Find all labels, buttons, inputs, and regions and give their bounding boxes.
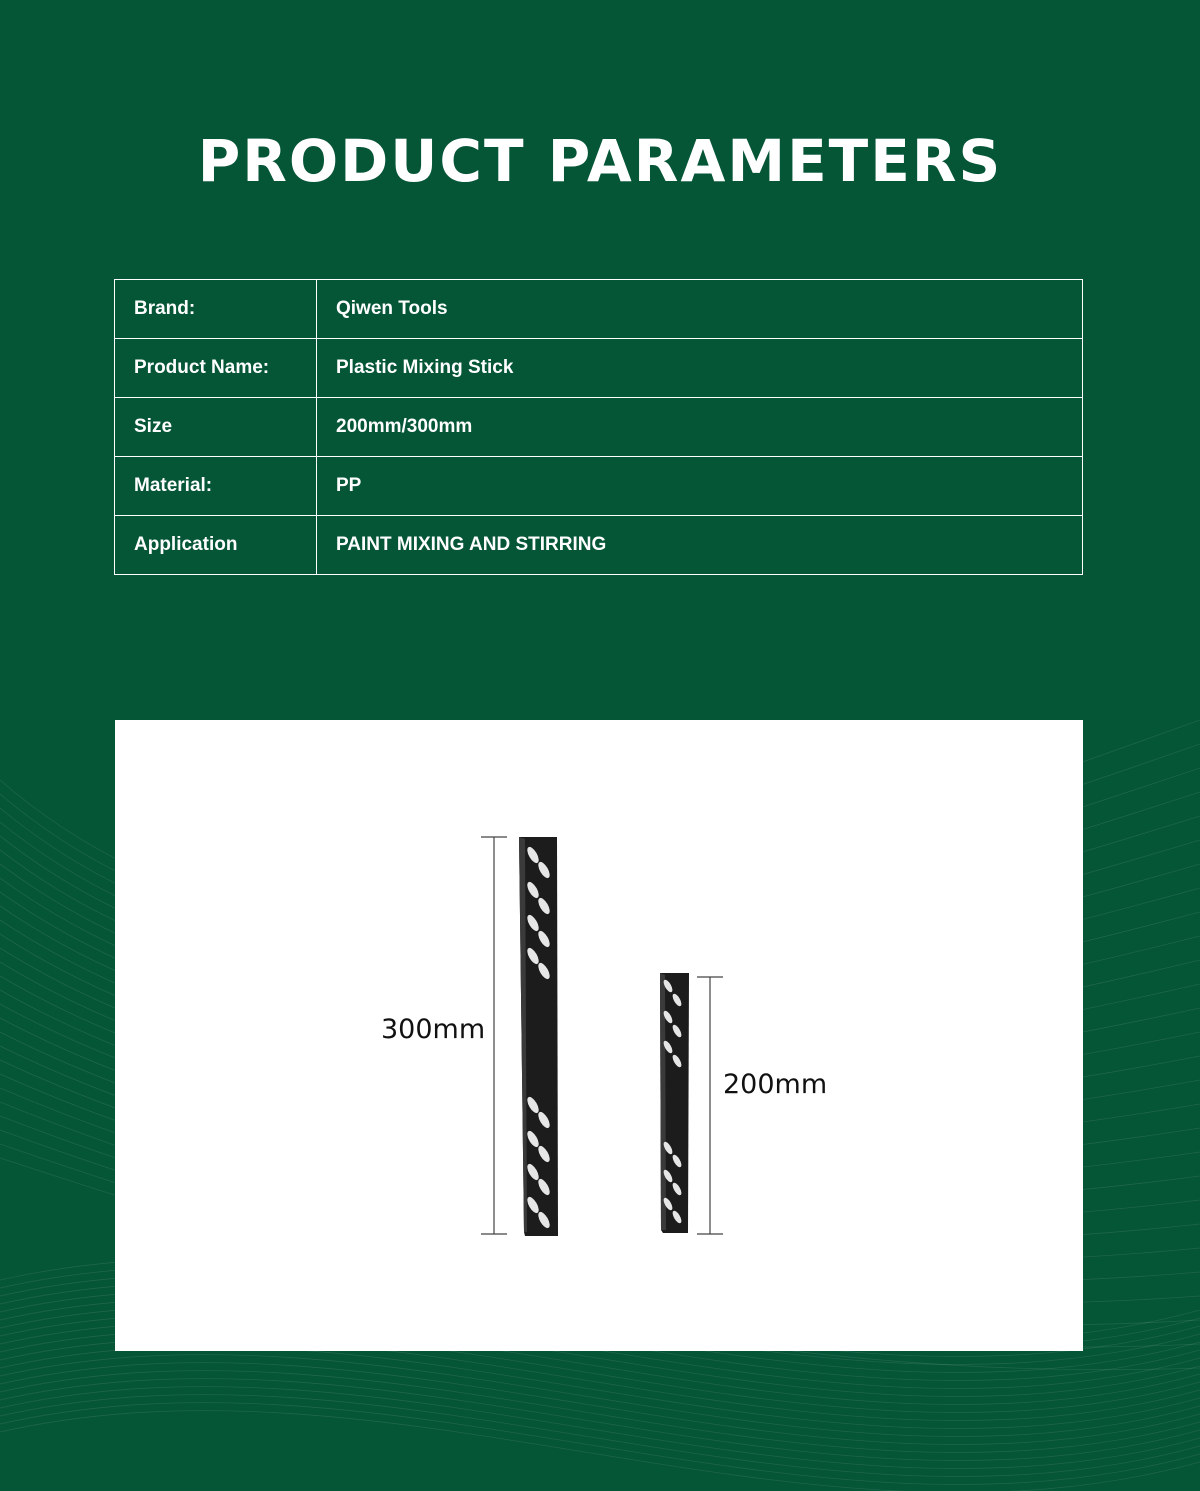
param-value-size: 200mm/300mm xyxy=(317,398,1083,457)
table-row xyxy=(115,398,1083,457)
param-value-brand: Qiwen Tools xyxy=(317,280,1083,339)
param-label-material: Material: xyxy=(115,457,317,516)
table-row xyxy=(115,457,1083,516)
long-mixing-stick xyxy=(519,837,558,1236)
long-stick-size-label: 300mm xyxy=(381,1014,486,1045)
table-row xyxy=(115,339,1083,398)
page-title: PRODUCT PARAMETERS xyxy=(197,127,1003,195)
short-stick-size-label: 200mm xyxy=(723,1069,828,1100)
product-image-panel xyxy=(115,720,1083,1351)
parameters-table xyxy=(114,279,1083,575)
param-label-brand: Brand: xyxy=(115,280,317,339)
param-label-product-name: Product Name: xyxy=(115,339,317,398)
mixing-sticks-illustration xyxy=(115,720,1083,1351)
table-row xyxy=(115,280,1083,339)
dimension-line-200mm xyxy=(697,977,723,1234)
param-label-size: Size xyxy=(115,398,317,457)
param-value-application: PAINT MIXING AND STIRRING xyxy=(317,516,1083,575)
param-value-product-name: Plastic Mixing Stick xyxy=(317,339,1083,398)
param-value-material: PP xyxy=(317,457,1083,516)
short-mixing-stick xyxy=(660,973,689,1233)
table-row xyxy=(115,516,1083,575)
param-label-application: Application xyxy=(115,516,317,575)
